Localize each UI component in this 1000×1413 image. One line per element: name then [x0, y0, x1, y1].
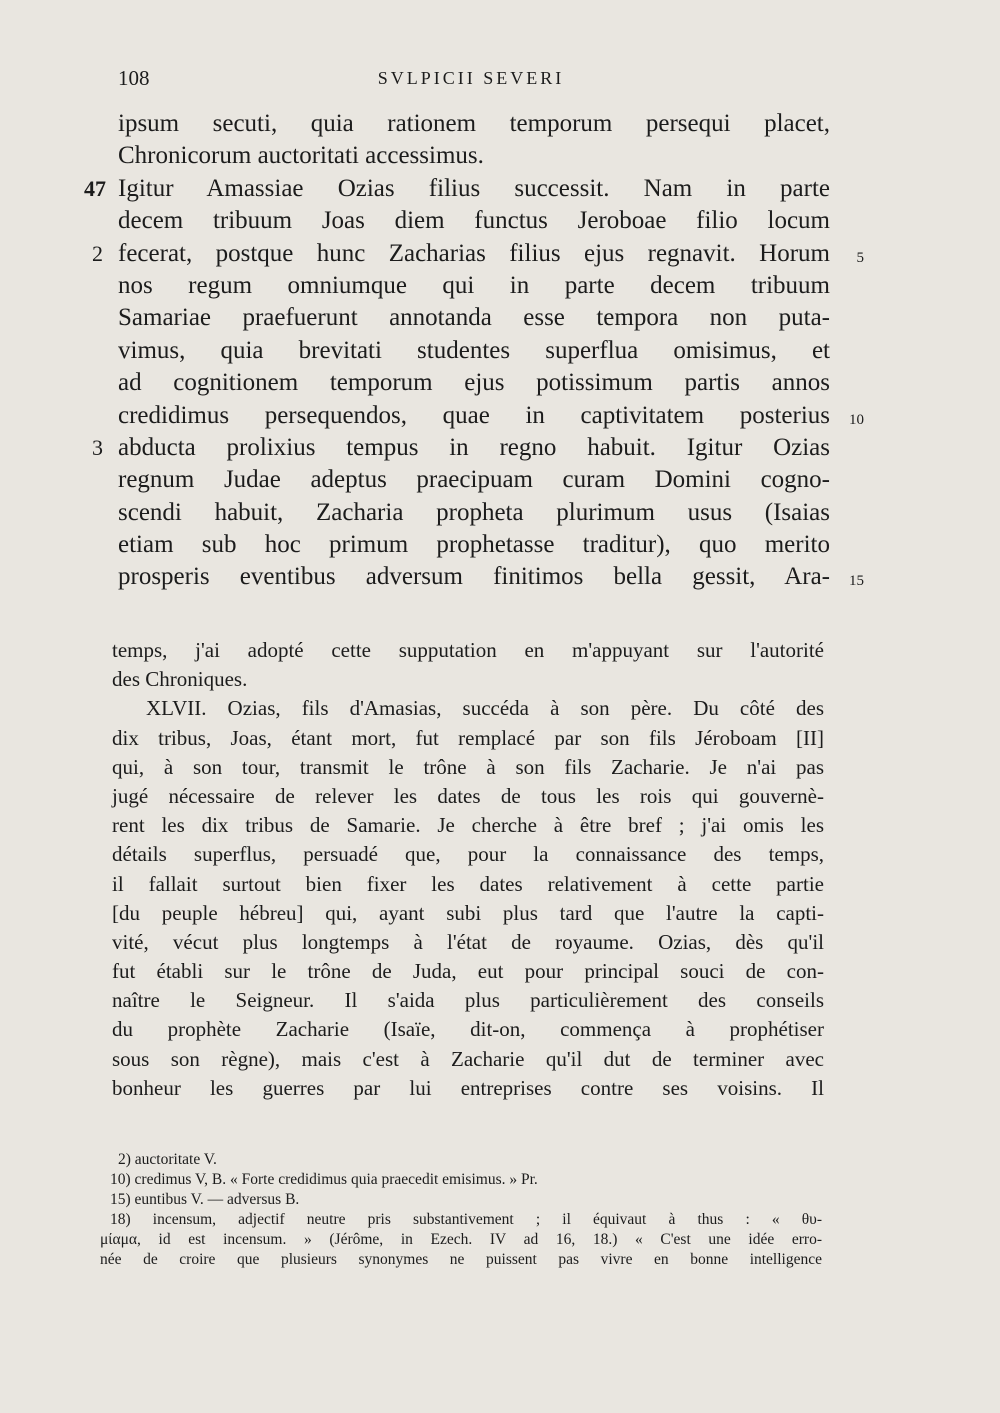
french-line: rent les dix tribus de Samarie. Je cherche à être bref ; j'ai omis les [112, 813, 824, 838]
latin-line [84, 173, 830, 205]
footnote-line: 15) euntibus V. — adversus B. [110, 1191, 300, 1208]
footnote-line: née de croire que plusieurs synonymes ne puissent pas vivre en bonne intelligence [100, 1251, 822, 1268]
line-number: 15 [849, 573, 864, 590]
latin-line [118, 140, 830, 172]
french-line: qui, à son tour, transmit le trône à son fils Zacharie. Je n'ai pas [112, 754, 824, 779]
french-line: temps, j'ai adopté cette supputation en m'appuyant sur l'autorité [112, 638, 824, 662]
latin-line-text: abducta prolixius tempus in regno habuit. Igitur Ozias [118, 433, 830, 461]
latin-line-text: etiam sub hoc primum prophetasse traditur), quo merito [118, 531, 830, 559]
line-number: 10 [849, 411, 864, 428]
latin-line-text: Chronicorum auctoritati accessimus. [118, 142, 484, 170]
french-line: il fallait surtout bien fixer les dates relativement à cette partie [112, 871, 824, 896]
footnotes [100, 1150, 822, 1270]
french-line: vité, vécut plus longtemps à l'état de royaume. Ozias, dès qu'il [112, 929, 824, 954]
latin-line [118, 302, 830, 334]
line-number: 5 [856, 249, 864, 266]
latin-line-text: fecerat, postque hunc Zacharias filius ejus regnavit. Horum [118, 239, 830, 267]
latin-line-text: decem tribuum Joas diem functus Jeroboae filio locum [118, 207, 830, 235]
latin-text [84, 108, 864, 594]
latin-line-text: Samariae praefuerunt annotanda esse tempora non puta- [118, 304, 830, 332]
latin-line-text: prosperis eventibus adversum finitimos bella gessit, Ara- [118, 563, 830, 591]
latin-line-text: Igitur Amassiae Ozias filius successit. Nam in parte [118, 174, 830, 202]
french-line: bonheur les guerres par lui entreprises contre ses voisins. Il [112, 1075, 824, 1100]
latin-line-text: vimus, quia brevitati studentes superflua omisimus, et [118, 336, 830, 364]
latin-line-text: scendi habuit, Zacharia propheta plurimum usus (Isaias [118, 498, 830, 526]
section-number: 47 [84, 175, 106, 201]
latin-line [118, 108, 830, 140]
latin-line [118, 367, 830, 399]
page-header [118, 66, 824, 96]
latin-line-text: ad cognitionem temporum ejus potissimum partis annos [118, 369, 830, 397]
latin-line [118, 335, 830, 367]
latin-line [118, 497, 830, 529]
latin-line [118, 205, 830, 237]
french-line: fut établi sur le trône de Juda, eut pour principal souci de con- [112, 959, 824, 984]
latin-line-text: regnum Judae adeptus praecipuam curam Domini cogno- [118, 466, 830, 494]
footnote-line: 10) credimus V, B. « Forte credidimus quia praecedit emisimus. » Pr. [110, 1171, 538, 1188]
french-line: détails superflus, persuadé que, pour la connaissance des temps, [112, 842, 824, 867]
latin-line [92, 238, 864, 270]
footnote-line: μίαμα, id est incensum. » (Jérôme, in Ezech. IV ad 16, 18.) « C'est une idée erro- [100, 1231, 822, 1248]
latin-line [118, 529, 830, 561]
running-head: SVLPICII SEVERI [377, 68, 565, 88]
page-number: 108 [118, 66, 150, 90]
latin-line-text: ipsum secuti, quia rationem temporum persequi placet, [118, 110, 830, 137]
latin-line [118, 561, 864, 593]
french-line: des Chroniques. [112, 667, 248, 692]
french-translation [112, 636, 824, 1103]
latin-line [92, 432, 830, 464]
footnote-line: 18) incensum, adjectif neutre pris substantivement ; il équivaut à thus : « θυ- [110, 1211, 822, 1228]
latin-line [118, 400, 864, 432]
french-line: jugé nécessaire de relever les dates de tous les rois qui gouvernè- [112, 783, 824, 808]
footnote-line: 2) auctoritate V. [118, 1151, 217, 1168]
latin-line-text: nos regum omniumque qui in parte decem tribuum [118, 271, 830, 299]
french-line: dix tribus, Joas, étant mort, fut remplacé par son fils Jéroboam [II] [112, 725, 824, 750]
french-line: sous son règne), mais c'est à Zacharie qu'il dut de terminer avec [112, 1046, 824, 1071]
french-line: du prophète Zacharie (Isaïe, dit-on, commença à prophétiser [112, 1017, 824, 1042]
french-line: XLVII. Ozias, fils d'Amasias, succéda à son père. Du côté des [146, 696, 824, 721]
french-line: naître le Seigneur. Il s'aida plus particulièrement des conseils [112, 988, 824, 1013]
french-line: [du peuple hébreu] qui, ayant subi plus tard que l'autre la capti- [112, 900, 824, 925]
latin-line [118, 270, 830, 302]
latin-line-text: credidimus persequendos, quae in captivitatem posterius [118, 401, 830, 429]
latin-line [118, 464, 830, 496]
verse-mark: 2 [92, 240, 103, 266]
verse-mark: 3 [92, 434, 103, 460]
